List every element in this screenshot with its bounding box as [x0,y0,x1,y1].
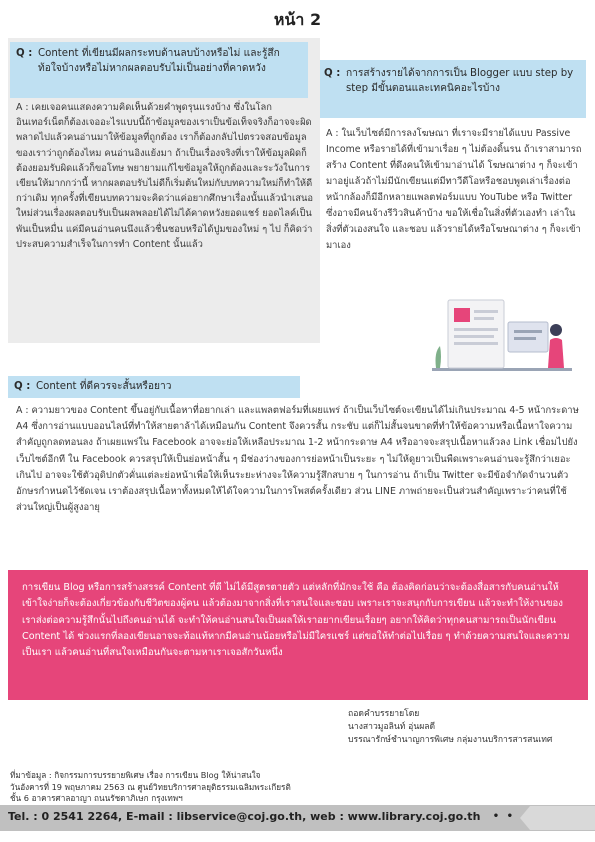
highlight-text: การเขียน Blog หรือการสร้างสรรค์ Content ที่ดี ไม่ได้มีสูตรตายตัว แต่หลักที่มักจะใช้ คือ ต้องคิดก่อนว่าจะต้องสื่อสารกับคนอ่านให้เข้าใจง่ายก็จะต้องเกี่ยวข้องกับชีวิตของผู้คน แล้วต้องมาจากสิ่งที่เราสนใจและชอบ เพราะเราจะสนุกกับการเขียน แล้วจะทำให้งานของเราส่งต่อความรู้สึกนั้นไปถึงคนอ่านได้ จะทำให้คนอ่านสนใจเป็นผลให้เราอยากเขียนเรื่อยๆ อยากให้คิดว่าทุกคนสามารถเป็นนักเขียน Content ได้ ช่วงแรกที่ลองเขียนอาจจะท้อแท้หากมีคนอ่านน้อยหรือไม่มีใครแชร์ แต่ขอให้ทำต่อไปเรื่อย ๆ ทำด้วยความสนใจและความเป็นเรา แล้วคนอ่านที่สนใจเหมือนกันจะตามหาเราเจอสักวันหนึ่ง [22,582,570,659]
text-line [454,335,494,338]
highlight-box [8,570,588,700]
footer-dots: • • [492,811,515,822]
person-body [548,338,564,368]
source-line: ชั้น 6 อาคารศาลอาญา ถนนรัชดาภิเษก กรุงเทพฯ [10,793,183,803]
blogging-illustration [428,292,578,380]
q3-question: Content ที่ดีควรจะสั้นหรือยาว [36,381,172,392]
text-line [474,317,494,320]
person-head [550,324,562,336]
text-line [514,330,542,333]
q1-answer: A : เคยเจอคนแสดงความคิดเห็นด้วยคำพูดรุนแรงบ้าง ซึ่งในโลกอินเทอร์เน็ตก็ต้องเจออะไรแบบนี้ถ้าข้อมูลของเราเป็นข้อเท็จจริงก็อาจจะผิดพลาดไปแล้วคนอ่านมาให้ข้อมูลที่ถูกต้อง เราก็ต้องกลับไปตรวจสอบข้อมูลของเราว่าถูกต้องไหม คนอ่านอิงแย้งมา ถ้าเป็นเรื่องจริงที่เราให้ข้อมูลผิดก็ต้องยอมรับผิดแล้วก็ขอโทษ พยายามแก้ไขข้อมูลให้ถูกต้องและระวังในการเขียนให้มากกว่านี้ หากผลตอบรับไม่ดีก็เริ่มต้นใหม่กับบทความใหม่ก็ทำให้ดีกว่าเดิม ทุกครั้งที่เขียนบทความจะคิดว่าแค่อยากศึกษาเรื่องนั้นแล้วนำเสนอใหม่ส่วนเรื่องผลตอบรับเป็นผลพลอยได้ไม่ได้คาดหวังยอดแชร์ ยอดไลค์เป็นพันเป็นหมื่น แค่มีคนอ่านคนนึงแล้วชื่นชอบหรือได้ปูมของใหม่ ๆ ไป ก็คิดว่าประสบความสำเร็จในการทำ Content นั้นแล้ว [16,102,314,250]
page-title: หน้า 2 [273,10,322,29]
text-line [514,337,536,340]
footer-contact: Tel. : 0 2541 2264, E-mail : libservice@coj.go.th, web : www.library.coj.go.th [8,810,481,823]
q1-question: Content ที่เขียนมีผลกระทบด้านลบบ้างหรือไม่ และรู้สึกท้อใจบ้างหรือไม่หากผลตอบรับไม่เป็นอย่างที่คาดหวัง [38,48,280,74]
text-line [474,310,498,313]
footer-bar [0,805,595,831]
credit-name: นางสาวมูอลินท์ อุ่นผลดี [348,722,436,732]
q2-question-box [320,60,586,118]
document-image [454,308,470,322]
q1-mark: Q : [16,48,33,59]
q3-question-box [8,376,300,398]
q2-question: การสร้างรายได้จากการเป็น Blogger แบบ step by step มีขั้นตอนและเทคนิคอะไรบ้าง [346,68,574,94]
footer-arrow-icon [520,806,595,830]
q2-answer: A : ในเว็บไซต์มีการลงโฆษณา ที่เราจะมีรายได้แบบ Passive Income หรือรายได้ที่เข้ามาเรื่อย ๆ ไม่ต้องดิ้นรน ถ้าเราสามารถสร้าง Content ที่ดึงคนให้เข้ามาอ่านได้ โฆษณาต่าง ๆ ก็จะเข้ามาอยู่แล้วถ้าไม่มีนักเขียนแต่มีทาวีดีโอหรือชอบพูดเล่าเรื่องต่อหน้ากล้องก็มีอีกหลายแพลตฟอร์มแบบ YouTube หรือ Twitter ซึ่งอาจมีคนจ้างรีวิวสินค้าบ้าง ขอให้เชื่อในสิ่งที่ตัวเองทำ เล่าในสิ่งที่ตัวเองสนใจ และชอบ แล้วรายได้หรือโฆษณาต่าง ๆ ก็จะเข้ามาเอง [326,128,582,251]
q1-question-box [10,42,308,98]
q3-mark: Q : [14,381,31,392]
credit-position: บรรณารักษ์ชำนาญการพิเศษ กลุ่มงานบริการสารสนเทศ [348,735,553,745]
credit-block [348,708,588,747]
source-block [10,770,410,805]
source-line: วันอังคารที่ 19 พฤษภาคม 2563 ณ ศูนย์วิทยบริการศาลยุติธรรมเฉลิมพระเกียรติ [10,781,291,792]
plant-icon [436,346,442,368]
q3-answer: A : ความยาวของ Content ขึ้นอยู่กับเนื้อหาที่อยากเล่า และแพลตฟอร์มที่เผยแพร่ ถ้าเป็นเว็บไซต์จะเขียนได้ไม่เกินประมาณ 4-5 หน้ากระดาษ A4 ซึ่งการอ่านแบบออนไลน์ที่ทำให้สายตาล้าได้เหมือนกัน Content จึงควรสั้น กระชับ แต่ก็ไม่สั้นจนขาดที่ทำให้ข้อความหรือเนื้อหาใจความสำคัญถูกลดทอนลง ถ้าเผยแพร่ใน Facebook อาจจะย่อให้เหลือประมาณ 1-2 หน้ากระดาษ A4 หรืออาจจะสรุปเนื้อหาแล้วลง Link เชื่อมไปยังเว็บไซต์อีกที ใน Facebook ควรสรุปให้เป็นย่อหน้าสั้น ๆ มีช่องว่างของการย่อหน้าเป็นระยะ ๆ ไม่ให้ดูยาวเป็นพืดเพราะคนอ่านจะรู้สึกว่าเยอะเกินไป อาจจะใช้ตัวอุดิปกตัวคั่นแต่ละย่อหน้าเพื่อให้เห็นระยะห่างจะให้ความรู้สึกสบาย ๆ ในการอ่าน ถ้าเป็น Twitter จะมีข้อจำกัดจำนวนตัวอักษรกำหนดไว้ชัดเจน เราต้องสรุปเนื้อหาทั้งหมดให้ได้ใจความในการโพสต์ครั้งเดียว ส่วน LINE ภาพถ่ายจะเป็นส่วนสำคัญเพราะว่าคนที่ใช้ส่วนใหญ่เป็นผู้สูงอายุ [16,405,579,514]
credit-label: ถอดคำบรรยายโดย [348,709,420,719]
q2-mark: Q : [324,68,341,79]
text-line [454,342,498,345]
source-line: ที่มาข้อมูล : กิจกรรมการบรรยายพิเศษ เรื่อง การเขียน Blog ให้น่าสนใจ [10,770,261,780]
text-line [454,328,498,331]
